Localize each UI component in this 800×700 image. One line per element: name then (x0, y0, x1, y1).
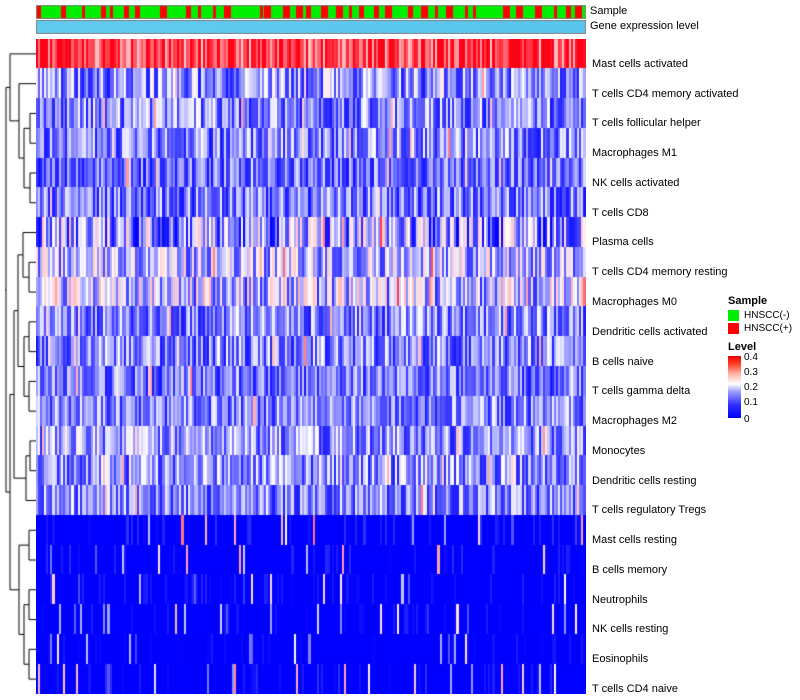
row-label-0: Mast cells activated (592, 57, 688, 70)
legend-tick-4: 0 (744, 414, 750, 425)
row-label-7: T cells CD4 memory resting (592, 266, 728, 279)
row-label-17: B cells memory (592, 563, 668, 576)
row-label-8: Macrophages M0 (592, 295, 677, 308)
legend-label-hnscc-pos: HNSCC(+) (744, 323, 793, 334)
row-label-1: T cells CD4 memory activated (592, 87, 739, 100)
row-label-19: NK cells resting (592, 623, 669, 636)
sample-annotation-strip (36, 5, 586, 19)
row-label-11: T cells gamma delta (592, 385, 691, 398)
row-label-2: T cells follicular helper (592, 117, 701, 130)
legend-gradient-bar (728, 356, 741, 418)
legend-level-title: Level (728, 341, 757, 353)
row-label-18: Neutrophils (592, 593, 648, 606)
legend-sample-title: Sample (728, 295, 768, 307)
row-label-9: Dendritic cells activated (592, 325, 708, 338)
row-label-21: T cells CD4 naive (592, 683, 678, 695)
row-label-6: Plasma cells (592, 236, 654, 249)
sample-annotation-label: Sample (590, 5, 628, 17)
row-label-3: Macrophages M1 (592, 147, 677, 160)
legend-item-hnscc-neg (728, 310, 798, 321)
row-label-13: Monocytes (592, 444, 646, 457)
row-label-16: Mast cells resting (592, 534, 677, 547)
row-dendrogram (4, 39, 36, 694)
row-label-4: NK cells activated (592, 176, 680, 189)
legend-label-hnscc-neg: HNSCC(-) (744, 310, 790, 321)
row-label-15: T cells regulatory Tregs (592, 504, 707, 517)
row-label-12: Macrophages M2 (592, 415, 677, 428)
row-label-5: T cells CD8 (592, 206, 649, 219)
row-label-14: Dendritic cells resting (592, 474, 697, 487)
legend-swatch-hnscc-neg (728, 310, 739, 321)
legend-tick-2: 0.2 (744, 382, 758, 393)
legend-swatch-hnscc-pos (728, 323, 739, 334)
gene-expression-annotation-strip (36, 20, 586, 34)
legend-tick-1: 0.3 (744, 367, 758, 378)
row-label-10: B cells naive (592, 355, 654, 368)
legend-colorbar (728, 352, 798, 425)
gene-expression-annotation-label: Gene expression level (590, 20, 699, 32)
legend-item-hnscc-pos (728, 323, 798, 334)
legend-gradient-ticks (744, 352, 784, 425)
legend-tick-0: 0.4 (744, 352, 758, 363)
row-label-20: Eosinophils (592, 653, 649, 666)
legend-panel (728, 295, 798, 425)
legend-tick-3: 0.1 (744, 397, 758, 408)
heatmap-canvas (36, 39, 586, 694)
